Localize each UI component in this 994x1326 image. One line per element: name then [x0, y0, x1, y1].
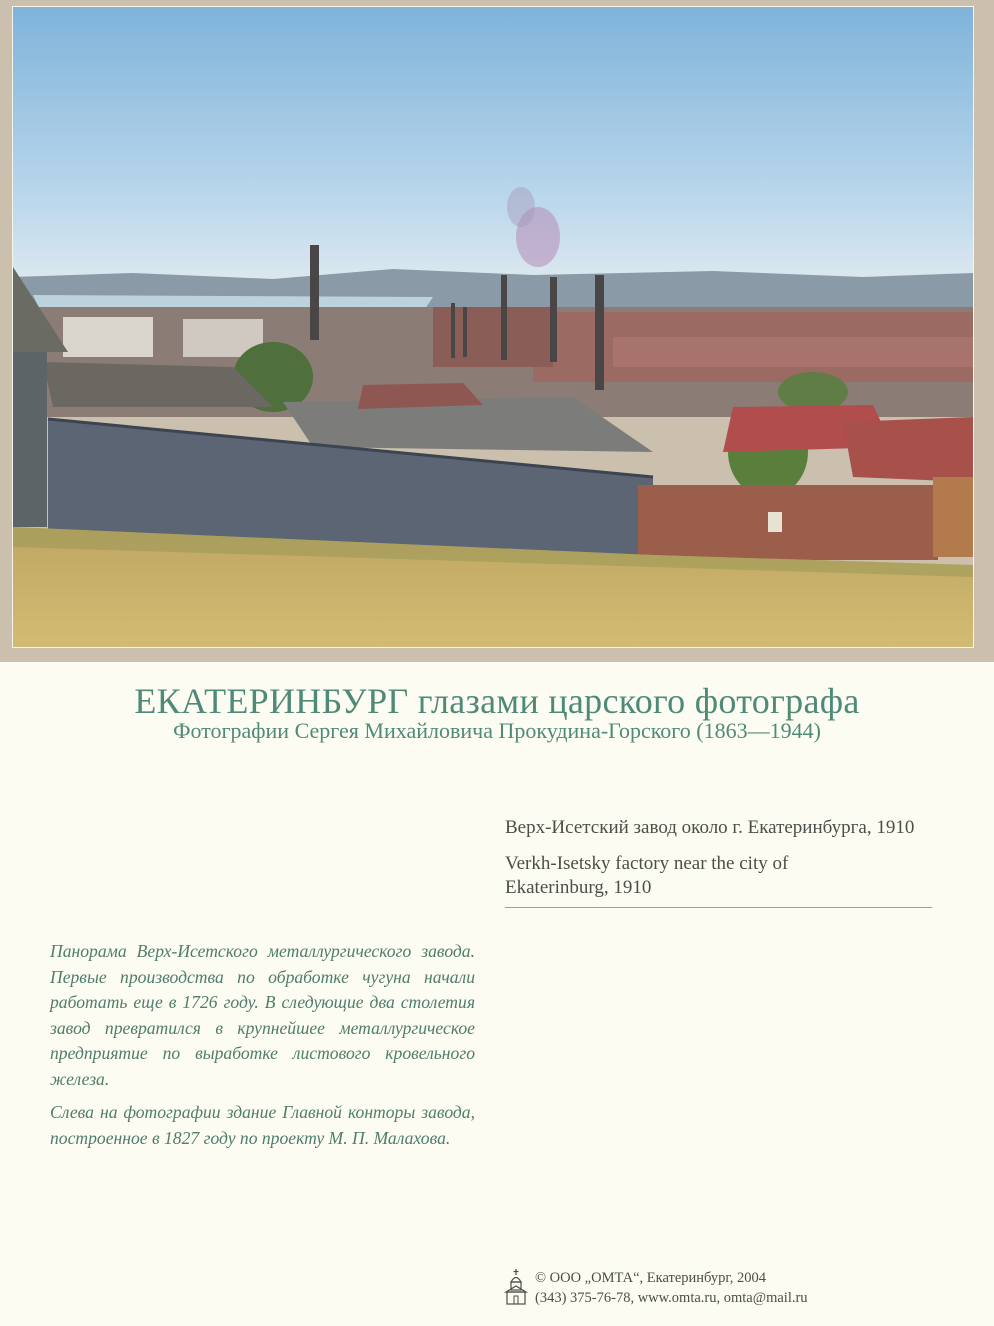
publisher-copyright: © ООО „ОМТА“, Екатеринбург, 2004: [535, 1270, 766, 1286]
photo-caption-en: Verkh-Isetsky factory near the city of Ekaterinburg, 1910: [505, 853, 789, 898]
publisher-contacts: (343) 375-76-78, www.omta.ru, omta@mail.ru: [535, 1290, 808, 1306]
church-icon: [503, 1268, 529, 1306]
caption-divider: [505, 907, 932, 908]
page-subtitle: Фотографии Сергея Михайловича Прокудина-Горского (1863—1944): [173, 718, 821, 743]
photo-caption-ru: Верх-Исетский завод около г. Екатеринбурга, 1910: [505, 817, 915, 838]
description-paragraph-2: Слева на фотографии здание Главной конторы завода, построенное в 1827 году по проекту М. П. Малахова.: [50, 1102, 475, 1148]
page-title: ЕКАТЕРИНБУРГ глазами царского фотографа: [134, 681, 860, 721]
photo-frame: [0, 0, 994, 662]
description-paragraph-1: Панорама Верх-Исетского металлургического завода. Первые производства по обработке чугуна начали работать еще в 1726 году. В следующие два столетия завод превратился в крупнейшее металлургическое предприятие по выработке листового кровельного железа.: [50, 941, 475, 1089]
panorama-photo: [12, 6, 974, 648]
